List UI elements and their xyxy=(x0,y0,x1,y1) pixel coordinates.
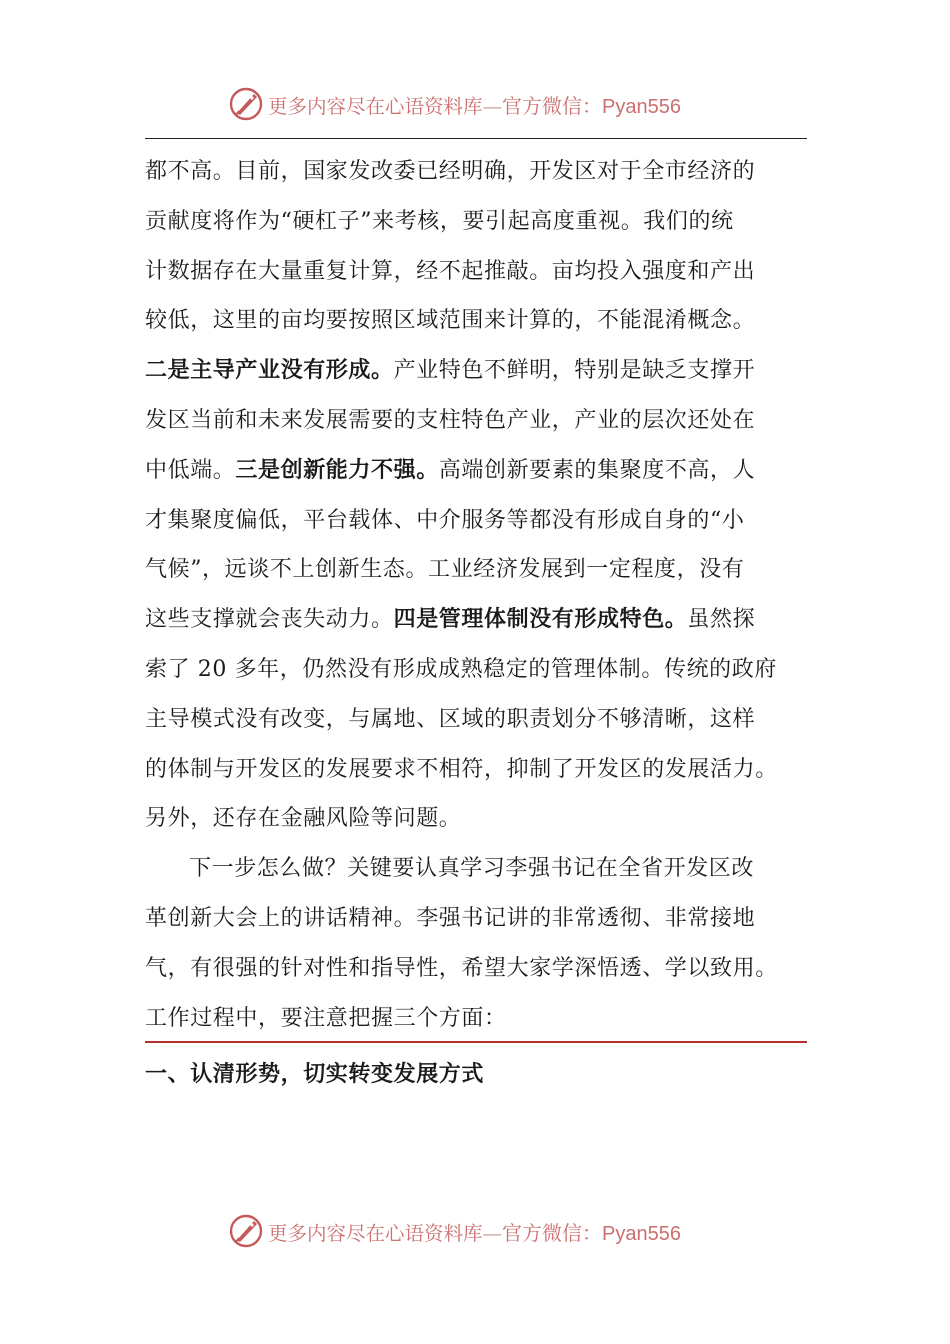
text-line: 另外，还存在金融风险等问题。 xyxy=(145,806,462,832)
section-divider xyxy=(145,1041,807,1043)
header-divider xyxy=(145,138,807,139)
quill-pen-logo-icon xyxy=(228,1213,264,1249)
document-body xyxy=(145,147,820,1043)
header-watermark xyxy=(228,82,748,126)
header-watermark-text: 更多内容尽在心语资料库—官方微信：Pyan556 xyxy=(268,94,681,118)
text-line: 工作过程中，要注意把握三个方面： xyxy=(145,1005,507,1031)
text-line: 二是主导产业没有形成。产业特色不鲜明，特别是缺乏支撑开 xyxy=(145,358,756,384)
text-line: 气候”，远谈不上创新生态。工业经济发展到一定程度，没有 xyxy=(145,557,745,583)
footer-watermark-text: 更多内容尽在心语资料库—官方微信：Pyan556 xyxy=(268,1221,681,1245)
text-line: 的体制与开发区的发展要求不相符，抑制了开发区的发展活力。 xyxy=(145,756,778,782)
text-line: 索了 20 多年，仍然没有形成成熟稳定的管理体制。传统的政府 xyxy=(145,656,777,682)
text-line: 这些支撑就会丧失动力。四是管理体制没有形成特色。虽然探 xyxy=(145,607,756,633)
text-line: 气，有很强的针对性和指导性，希望大家学深悟透、学以致用。 xyxy=(145,955,778,981)
text-line: 才集聚度偏低，平台载体、中介服务等都没有形成自身的“小 xyxy=(145,507,745,533)
text-line: 发区当前和未来发展需要的支柱特色产业，产业的层次还处在 xyxy=(145,407,756,433)
quill-pen-logo-icon xyxy=(228,86,264,122)
text-line: 革创新大会上的讲话精神。李强书记讲的非常透彻、非常接地 xyxy=(145,905,756,931)
text-line: 都不高。目前，国家发改委已经明确，开发区对于全市经济的 xyxy=(145,159,756,184)
point-four-heading: 四是管理体制没有形成特色。 xyxy=(393,607,688,633)
text-line: 主导模式没有改变，与属地、区域的职责划分不够清晰，这样 xyxy=(145,706,756,732)
footer-watermark xyxy=(228,1209,748,1253)
text-line: 贡献度将作为“硬杠子”来考核，要引起高度重视。我们的统 xyxy=(145,208,734,234)
text-line: 中低端。三是创新能力不强。高端创新要素的集聚度不高，人 xyxy=(145,457,756,483)
point-three-heading: 三是创新能力不强。 xyxy=(235,457,439,483)
text-line: 下一步怎么做？关键要认真学习李强书记在全省开发区改 xyxy=(189,856,755,882)
point-two-heading: 二是主导产业没有形成。 xyxy=(145,358,394,384)
section-heading: 一、认清形势，切实转变发展方式 xyxy=(145,1062,485,1087)
text-line: 较低，这里的亩均要按照区域范围来计算的，不能混淆概念。 xyxy=(145,308,756,334)
text-line: 计数据存在大量重复计算，经不起推敲。亩均投入强度和产出 xyxy=(145,258,756,284)
